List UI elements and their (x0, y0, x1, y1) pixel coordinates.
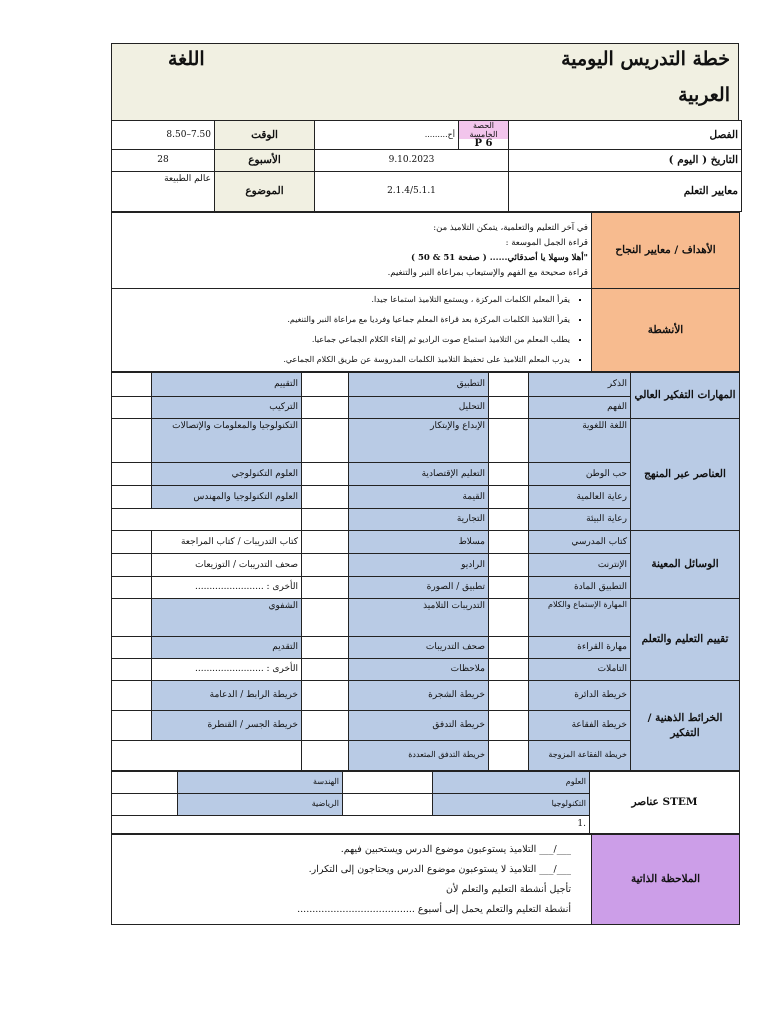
aids-label: الوسائل المعينة (631, 531, 740, 599)
activity-item: ▪ يدرب المعلم التلاميذ على تحفيظ التلاميذ الكلمات المدروسة عن طريق الكلام الجماعي. (115, 350, 570, 370)
check-box[interactable] (112, 637, 152, 659)
assess-cell: المهارة الإستماع والكلام (529, 599, 631, 637)
assess-label: تقييم التعليم والتعلم (631, 599, 740, 681)
check-box[interactable] (112, 554, 152, 577)
activity-item: ▪ يقرأ المعلم الكلمات المركزة ، ويستمع التلاميذ استماعا جيدا. (115, 290, 570, 310)
check-box[interactable] (302, 486, 349, 509)
check-box[interactable] (112, 486, 152, 509)
objectives-body (112, 213, 592, 289)
cross-cell: العلوم التكنولوجي (152, 463, 302, 486)
check-box[interactable] (489, 373, 529, 397)
activities-body (112, 289, 592, 372)
class-box (459, 121, 509, 150)
assess-cell: التدريبات التلاميذ (349, 599, 489, 637)
hots-cell: الفهم (529, 397, 631, 419)
objective-line: قراءة الجمل الموسعة : (505, 237, 588, 248)
maps-cell: خريطة الفقاعة المزوجة (529, 741, 631, 771)
reflection-line: ___/___ التلاميذ يستوعبون موضوع الدرس ويستحبين فيهم. (340, 843, 571, 855)
cross-cell: التكنولوجيا والمعلومات والإتصالات (152, 419, 302, 463)
assess-cell: الشفوي (152, 599, 302, 637)
aids-cell: صحف التدريبات / التوزيعات (152, 554, 302, 577)
title-box (111, 43, 739, 120)
stem-math: الرياضية (178, 794, 343, 816)
objectives-activities (111, 212, 740, 372)
stem-science: العلوم (433, 772, 590, 794)
hots-cell: التحليل (349, 397, 489, 419)
check-box[interactable] (489, 509, 529, 531)
header-table (111, 120, 742, 212)
check-box[interactable] (112, 577, 152, 599)
check-box[interactable] (302, 531, 349, 554)
aids-cell: كتاب المدرسي (529, 531, 631, 554)
assess-cell: التاملات (529, 659, 631, 681)
check-box[interactable] (302, 741, 349, 771)
aids-cell: كتاب التدريبات / كتاب المراجعة (152, 531, 302, 554)
standards-label: معايير التعلم (509, 172, 742, 212)
objective-line: "أهلا وسهلا يا أصدقائي...... ( صفحة 51 & 50 ) (410, 252, 588, 263)
check-box[interactable] (302, 577, 349, 599)
check-box[interactable] (489, 486, 529, 509)
cross-cell: التعليم الإقتصادية (349, 463, 489, 486)
check-box[interactable] (489, 463, 529, 486)
activities-label: الأنشطة (592, 289, 740, 372)
check-box[interactable] (112, 599, 152, 637)
check-box[interactable] (112, 463, 152, 486)
check-box[interactable] (112, 659, 152, 681)
check-box[interactable] (302, 463, 349, 486)
topic-value: عالم الطبيعة (112, 172, 215, 212)
check-box[interactable] (343, 794, 433, 816)
check-box[interactable] (489, 711, 529, 741)
cross-label: العناصر عبر المنهج (631, 419, 740, 531)
aids-cell: مسلاط (349, 531, 489, 554)
check-box[interactable] (112, 397, 152, 419)
reflection-line: ___/___ التلاميذ لا يستوعبون موضوع الدرس ويحتاجون إلى التكرار. (308, 863, 571, 875)
cross-cell: العلوم التكنولوجيا والمهندس (152, 486, 302, 509)
check-box[interactable] (112, 531, 152, 554)
cross-cell: اللغة اللغوية (529, 419, 631, 463)
time-value: 7.50–8.50 (112, 121, 215, 150)
maps-cell: خريطة الجسر / القنطرة (152, 711, 302, 741)
check-box[interactable] (489, 419, 529, 463)
maps-cell: خريطة التدفق (349, 711, 489, 741)
stem-engineering: الهندسة (178, 772, 343, 794)
activities-list (115, 290, 588, 370)
subject-title-b: العربية (678, 84, 730, 106)
maps-cell: خريطة الشجرة (349, 681, 489, 711)
check-box[interactable] (489, 741, 529, 771)
check-box[interactable] (343, 772, 433, 794)
check-box[interactable] (489, 531, 529, 554)
objectives-label: الأهداف / معايير النجاح (592, 213, 740, 289)
maps-label: الخرائط الذهنية / التفكير (631, 681, 740, 771)
class-extra: أح......... (315, 121, 459, 150)
date-label: التاريخ ( اليوم ) (509, 150, 742, 172)
check-box[interactable] (489, 577, 529, 599)
class-tag: الحصة الخامسة (459, 121, 508, 139)
assess-cell: ملاحظات (349, 659, 489, 681)
check-box[interactable] (302, 554, 349, 577)
hots-label: المهارات التفكير العالي (631, 373, 740, 419)
assess-cell: صحف التدريبات (349, 637, 489, 659)
stem-note: .1 (112, 816, 590, 834)
check-box[interactable] (112, 419, 152, 463)
standards-value: 2.1.4/5.1.1 (315, 172, 509, 212)
activity-item: ▪ يقرأ التلاميذ الكلمات المركزة بعد قراءة المعلم جماعيا وفرديا مع مراعاة النبر والتنغيم. (115, 310, 570, 330)
aids-cell: تطبيق / الصورة (349, 577, 489, 599)
hots-cell: التركيب (152, 397, 302, 419)
time-label: الوقت (215, 121, 315, 150)
aids-other: الأخرى : ........................ (152, 577, 302, 599)
hots-cell: الذكر (529, 373, 631, 397)
objective-line: في آخر التعليم والتعلمية، يتمكن التلاميذ من: (433, 222, 588, 233)
hots-cell: التطبيق (349, 373, 489, 397)
class-label: الفصل (509, 121, 742, 150)
check-box[interactable] (302, 637, 349, 659)
stem-table (111, 771, 740, 834)
check-box[interactable] (112, 681, 152, 711)
aids-cell: التطبيق المادة (529, 577, 631, 599)
check-box[interactable] (489, 599, 529, 637)
cross-cell: التجارية (349, 509, 489, 531)
check-box[interactable] (489, 637, 529, 659)
reflection-line: أنشطة التعليم والتعلم يحمل إلى أسبوع ....................................... (297, 903, 571, 915)
reflection-body (112, 835, 592, 925)
assess-cell: مهارة القراءة (529, 637, 631, 659)
aids-cell: الإنترنت (529, 554, 631, 577)
reflection-line: تأجيل أنشطة التعليم والتعلم لأن (446, 883, 571, 895)
assess-other: الأخرى : ........................ (152, 659, 302, 681)
check-box[interactable] (302, 711, 349, 741)
cross-cell: حب الوطن (529, 463, 631, 486)
check-box[interactable] (302, 397, 349, 419)
check-box[interactable] (489, 681, 529, 711)
check-box[interactable] (302, 599, 349, 637)
topic-label: الموضوع (215, 172, 315, 212)
plan-title: خطة التدريس اليومية (561, 48, 730, 70)
objective-line: قراءة صحيحة مع الفهم والإستيعاب بمراعاة النبر والتنغيم. (387, 267, 588, 278)
reflection-label: الملاحظة الذاتية (592, 835, 740, 925)
subject-title-a: اللغة (168, 48, 205, 70)
aids-cell: الراديو (349, 554, 489, 577)
check-box[interactable] (112, 711, 152, 741)
cross-cell: رعاية العالمية (529, 486, 631, 509)
check-box[interactable] (302, 509, 349, 531)
empty-cell (112, 509, 302, 531)
check-box[interactable] (302, 681, 349, 711)
cross-cell: الإبداع والإبتكار (349, 419, 489, 463)
check-box[interactable] (302, 373, 349, 397)
check-box[interactable] (112, 794, 178, 816)
stem-label: عناصر STEM (590, 772, 740, 834)
cross-cell: رعاية البيئة (529, 509, 631, 531)
week-value: 28 (112, 150, 215, 172)
cross-cell: القيمة (349, 486, 489, 509)
maps-cell: خريطة الدائرة (529, 681, 631, 711)
check-box[interactable] (489, 397, 529, 419)
check-box[interactable] (112, 373, 152, 397)
maps-cell: خريطة الرابط / الدعامة (152, 681, 302, 711)
check-box[interactable] (489, 554, 529, 577)
date-value: 9.10.2023 (315, 150, 509, 172)
stem-technology: التكنولوجيا (433, 794, 590, 816)
assess-cell: التقديم (152, 637, 302, 659)
empty-cell (112, 741, 302, 771)
check-box[interactable] (112, 772, 178, 794)
maps-cell: خريطة الفقاعة (529, 711, 631, 741)
reflection-table (111, 834, 740, 925)
class-value: P 6 (474, 138, 493, 149)
hots-cell: التقييم (152, 373, 302, 397)
checklist-table (111, 372, 740, 771)
check-box[interactable] (302, 659, 349, 681)
lesson-plan (111, 43, 739, 925)
activity-item: ▪ يطلب المعلم من التلاميذ استماع صوت الراديو ثم إلقاء الكلام الجماعي جماعيا. (115, 330, 570, 350)
check-box[interactable] (489, 659, 529, 681)
check-box[interactable] (302, 419, 349, 463)
maps-cell: خريطة التدفق المتعددة (349, 741, 489, 771)
week-label: الأسبوع (215, 150, 315, 172)
